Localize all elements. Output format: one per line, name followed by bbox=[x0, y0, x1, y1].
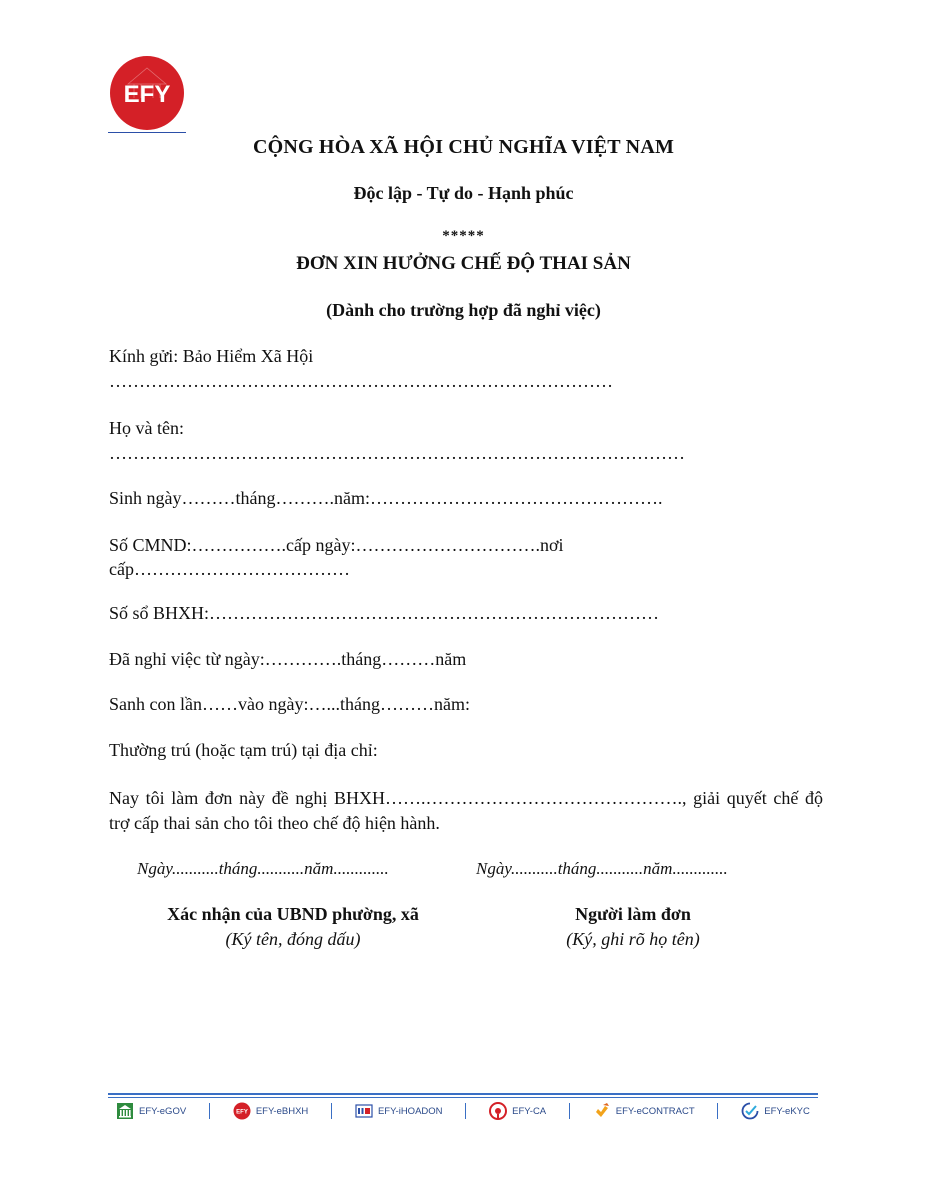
stars-divider: ***** bbox=[442, 228, 485, 244]
document-subtitle: (Dành cho trường hợp đã nghỉ việc) bbox=[326, 300, 601, 320]
social-insurance-line: Số sổ BHXH:………………………………………………………………… bbox=[109, 603, 660, 623]
footer-item-ca[interactable] bbox=[481, 1102, 554, 1120]
ca-certificate-icon bbox=[489, 1102, 507, 1120]
date-left: Ngày...........tháng...........năm............. bbox=[137, 859, 389, 878]
logo-underline bbox=[108, 132, 186, 133]
motto: Độc lập - Tự do - Hạnh phúc bbox=[353, 183, 574, 203]
applicant-note: (Ký, ghi rõ họ tên) bbox=[566, 929, 700, 949]
applicant-title: Người làm đơn bbox=[575, 904, 691, 924]
contract-hand-icon bbox=[593, 1102, 611, 1120]
efy-circle-icon bbox=[233, 1102, 251, 1120]
recipient-line: Kính gửi: Bảo Hiểm Xã Hội bbox=[109, 346, 314, 366]
footer-item-ekyc[interactable] bbox=[733, 1102, 818, 1120]
leave-date-line: Đã nghỉ việc từ ngày:………….tháng………năm bbox=[109, 649, 467, 669]
birth-event-line: Sanh con lần……vào ngày:…...tháng………năm: bbox=[109, 694, 470, 714]
efy-logo bbox=[108, 54, 186, 132]
footer-item-ebhxh[interactable] bbox=[225, 1102, 316, 1120]
footer-separator bbox=[209, 1103, 210, 1119]
footer-label: EFY-eKYC bbox=[764, 1105, 810, 1117]
footer-label: EFY-eBHXH bbox=[255, 1105, 309, 1117]
footer-item-econtract[interactable] bbox=[585, 1102, 703, 1120]
footer-label: EFY-iHOADON bbox=[377, 1105, 443, 1117]
footer-label: EFY-eGOV bbox=[139, 1105, 187, 1117]
government-building-icon bbox=[116, 1102, 134, 1120]
footer-rule-thin bbox=[108, 1097, 818, 1098]
ward-confirmation-title: Xác nhận của UBND phường, xã bbox=[167, 904, 419, 924]
footer-label: EFY-eCONTRACT bbox=[615, 1105, 695, 1117]
recipient-dots: ………………………………………………………………………… bbox=[109, 371, 613, 391]
logo-text: EFY bbox=[123, 81, 171, 108]
footer-separator bbox=[331, 1103, 332, 1119]
address-line: Thường trú (hoặc tạm trú) tại địa chỉ: bbox=[109, 740, 378, 760]
footer-item-ihoadon[interactable] bbox=[347, 1102, 451, 1120]
id-card-place-line: cấp……………………………… bbox=[109, 559, 350, 579]
footer-separator bbox=[569, 1103, 570, 1119]
date-right: Ngày...........tháng...........năm............. bbox=[476, 859, 728, 878]
ward-confirmation-note: (Ký tên, đóng dấu) bbox=[225, 929, 361, 949]
document-title: ĐƠN XIN HƯỞNG CHẾ ĐỘ THAI SẢN bbox=[296, 253, 631, 274]
kyc-check-icon bbox=[741, 1102, 759, 1120]
efy-mini-logo-text: EFY bbox=[235, 1109, 248, 1116]
footer-item-egov[interactable] bbox=[108, 1102, 194, 1120]
footer-separator bbox=[465, 1103, 466, 1119]
country-heading: CỘNG HÒA XÃ HỘI CHỦ NGHĨA VIỆT NAM bbox=[252, 136, 675, 158]
footer-product-bar bbox=[108, 1100, 818, 1122]
footer-separator bbox=[717, 1103, 718, 1119]
footer-rule bbox=[108, 1093, 818, 1095]
footer-label: EFY-CA bbox=[512, 1105, 547, 1117]
full-name-label: Họ và tên: bbox=[109, 418, 184, 438]
ihd-invoice-icon bbox=[355, 1102, 373, 1120]
birth-date-line: Sinh ngày………tháng……….năm:…………………………………………. bbox=[109, 488, 663, 508]
id-card-line: Số CMND:…………….cấp ngày:………………………….nơi bbox=[109, 535, 564, 555]
full-name-dots: …………………………………………………………………………………… bbox=[109, 443, 685, 463]
request-paragraph: Nay tôi làm đơn này đề nghị BHXH…….……………………………………., giải quyết chế độ trợ cấp thai sản cho tôi theo chế độ hiện hành. bbox=[109, 788, 823, 833]
